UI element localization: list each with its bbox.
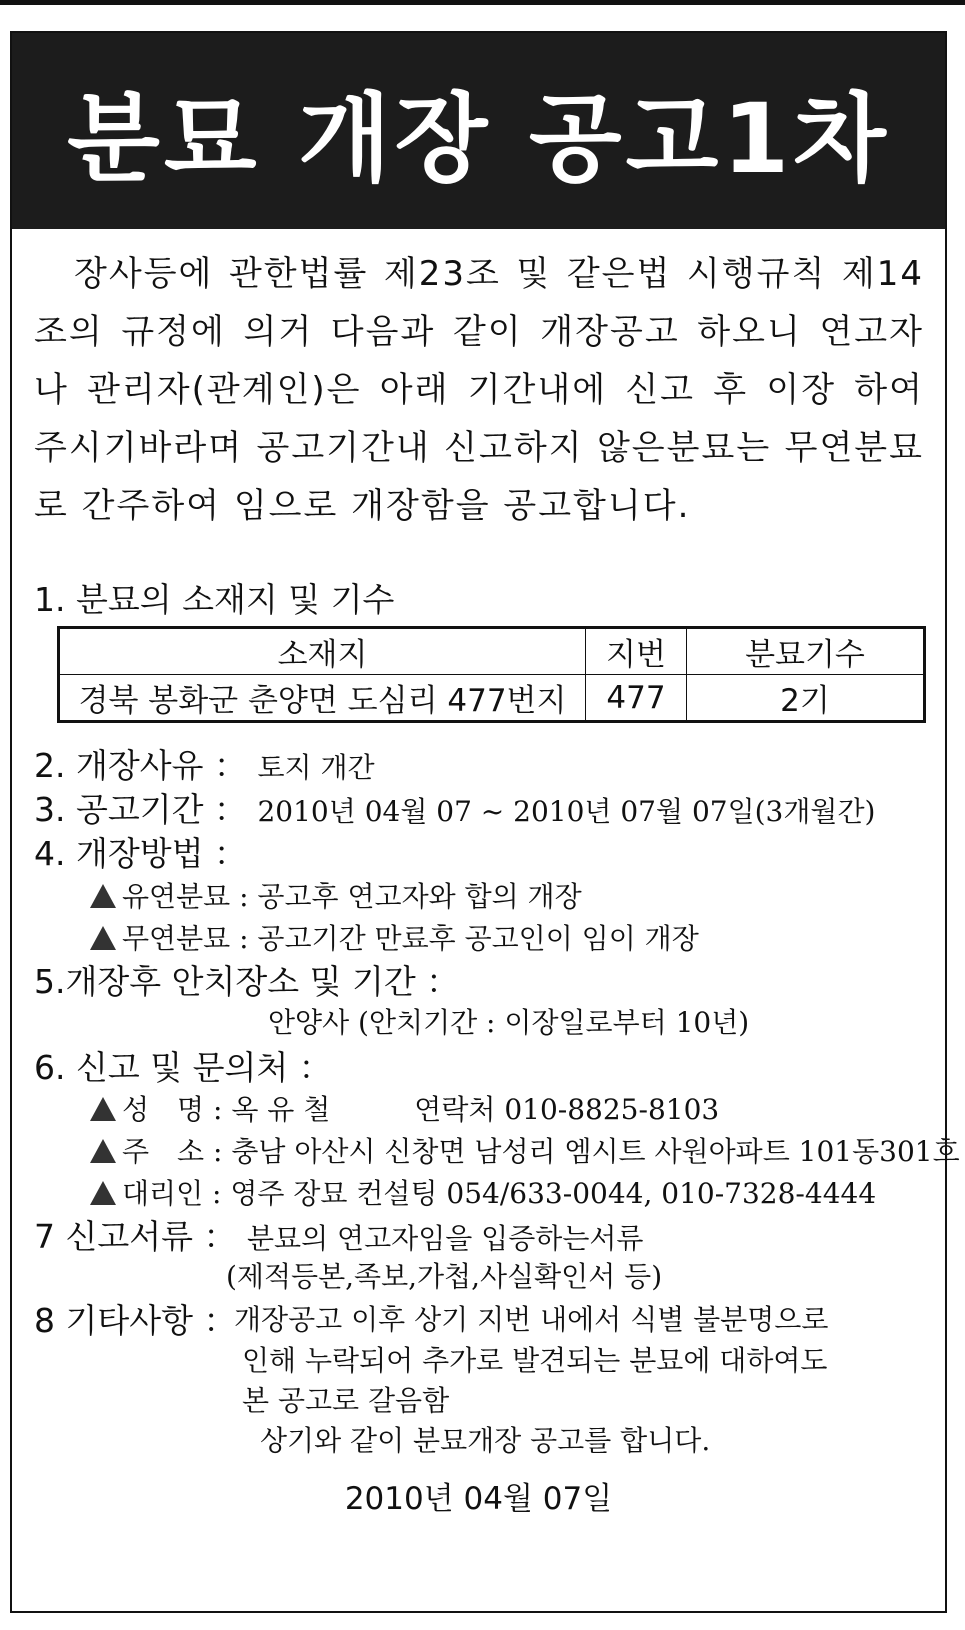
cell-location: 경북 봉화군 춘양면 도심리 477번지 [59, 675, 586, 722]
section-3 [34, 784, 875, 831]
section-4-label: 4. 개장방법 ： [34, 834, 247, 873]
method-item [90, 875, 582, 915]
section-7 [34, 1211, 643, 1258]
section-3-value: 2010년 04월 07 ~ 2010년 07월 07일(3개월간) [257, 795, 876, 828]
cell-lot-number: 477 [586, 675, 687, 722]
section-2-value: 토지 개간 [257, 751, 375, 784]
closing-statement: 상기와 같이 분묘개장 공고를 합니다. [260, 1424, 711, 1457]
top-rule [0, 0, 965, 5]
header-location: 소재지 [59, 628, 586, 675]
section-5-label: 5.개장후 안치장소 및 기간 ： [34, 962, 460, 1001]
grave-table [57, 626, 926, 723]
section-8-line: 개장공고 이후 상기 지번 내에서 식별 불분명으로 [234, 1303, 829, 1336]
notice-date: 2010년 04월 07일 [344, 1481, 613, 1517]
section-5-value: 안양사 (안치기간 : 이장일로부터 10년) [268, 1006, 750, 1039]
method-item-text: 유연분묘 : 공고후 연고자와 합의 개장 [122, 880, 582, 913]
section-7-value: 분묘의 연고자임을 입증하는서류 [247, 1222, 644, 1255]
intro-paragraph: 장사등에 관한법률 제23조 및 같은법 시행규칙 제14조의 규정에 의거 다음과 같이 개장공고 하오니 연고자나 관리자(관계인)은 아래 기간내에 신고 후 이장 하여 주시기바라며 공고기간내 신고하지 않은분묘는 무연분묘로 간주하여 임으로 개장함을 공고합니다. [34, 254, 924, 526]
section-2-label: 2. 개장사유 ： [34, 746, 247, 785]
section-7-value-2: (제적등본,족보,가첩,사실확인서 등) [226, 1260, 663, 1293]
notice-frame [10, 31, 960, 1613]
method-item [90, 917, 699, 957]
header-grave-count: 분묘기수 [687, 628, 925, 675]
notice-title: 분묘 개장 공고1차 [12, 33, 945, 229]
section-7-label: 7 신고서류 ： [34, 1217, 237, 1256]
section-3-label: 3. 공고기간 ： [34, 790, 247, 829]
triangle-bullet-icon [90, 1139, 116, 1163]
contact-item-text: 대리인 : 영주 장묘 컨설팅 054/633-0044, 010-7328-4444 [122, 1177, 877, 1210]
section-8-line: 인해 누락되어 추가로 발견되는 분묘에 대하여도 [242, 1344, 828, 1377]
section-1-heading: 1. 분묘의 소재지 및 기수 [34, 580, 395, 619]
method-item-text: 무연분묘 : 공고기간 만료후 공고인이 임이 개장 [122, 922, 699, 955]
table-header-row [59, 628, 925, 675]
contact-item [90, 1130, 960, 1170]
section-8-line: 본 공고로 갈음함 [242, 1384, 450, 1417]
section-6-label: 6. 신고 및 문의처 ： [34, 1048, 332, 1087]
contact-item [90, 1088, 719, 1128]
contact-item-text: 주 소 : 충남 아산시 신창면 남성리 엠시트 사원아파트 101동301호 [122, 1135, 960, 1168]
contact-item [90, 1172, 876, 1212]
table-row [59, 675, 925, 722]
section-8-label: 8 기타사항 ： [34, 1301, 237, 1340]
section-2 [34, 740, 375, 787]
header-lot-number: 지번 [586, 628, 687, 675]
triangle-bullet-icon [90, 1097, 116, 1121]
contact-item-text: 성 명 : 옥 유 철 연락처 010-8825-8103 [122, 1093, 720, 1126]
triangle-bullet-icon [90, 884, 116, 908]
cell-grave-count: 2기 [687, 675, 925, 722]
triangle-bullet-icon [90, 926, 116, 950]
triangle-bullet-icon [90, 1181, 116, 1205]
